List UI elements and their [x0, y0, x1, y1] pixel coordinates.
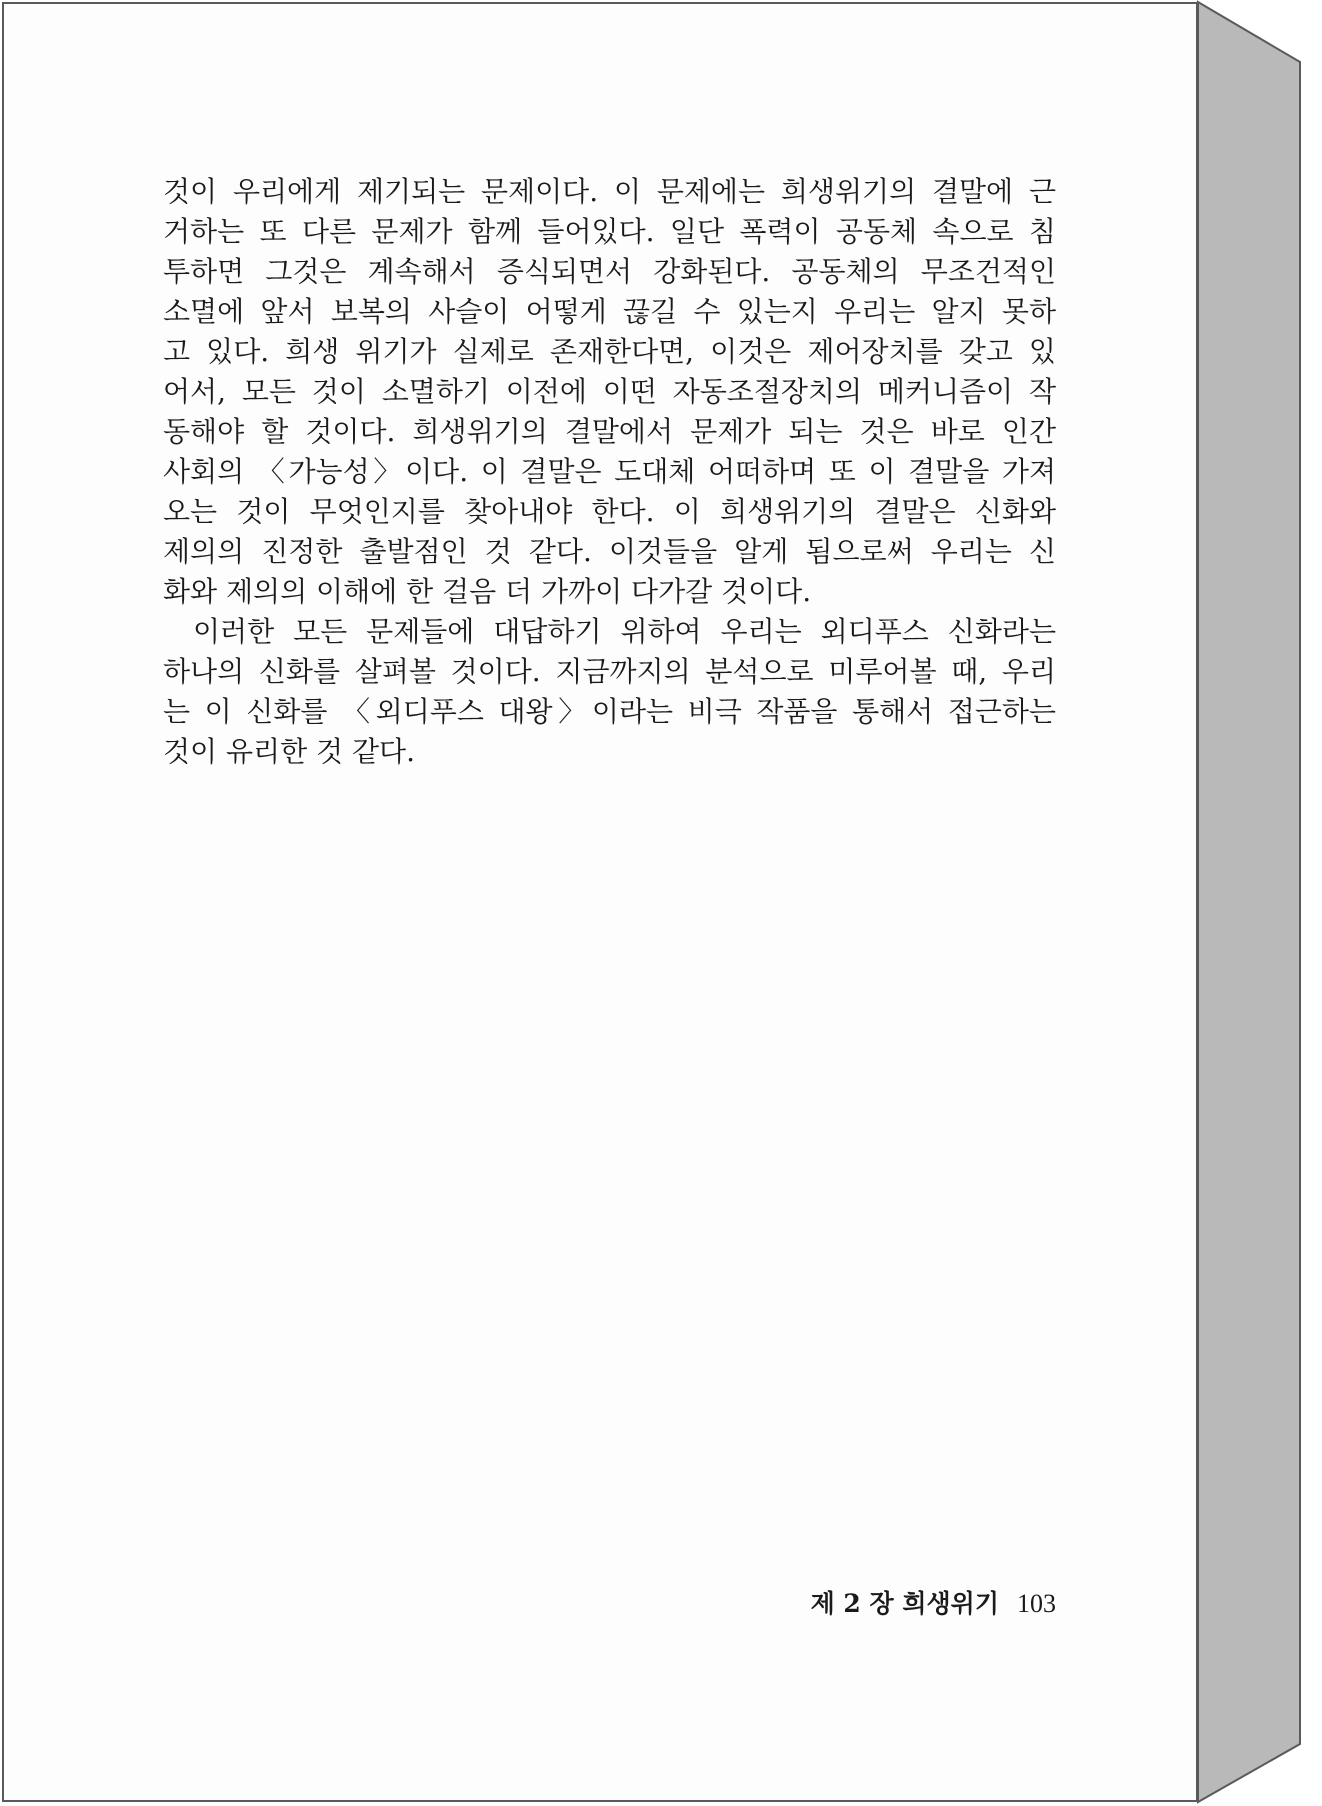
- text-line: 고 있다. 희생 위기가 실제로 존재한다면, 이것은 제어장치를 갖고 있: [163, 335, 1056, 368]
- text-line: 오는 것이 무엇인지를 찾아내야 한다. 이 희생위기의 결말은 신화와: [163, 495, 1056, 528]
- text-line: 동해야 할 것이다. 희생위기의 결말에서 문제가 되는 것은 바로 인간: [163, 415, 1056, 448]
- text-line: 거하는 또 다른 문제가 함께 들어있다. 일단 폭력이 공동체 속으로 침: [163, 215, 1056, 248]
- text-line: 소멸에 앞서 보복의 사슬이 어떻게 끊길 수 있는지 우리는 알지 못하: [163, 295, 1056, 328]
- text-line: 것이 유리한 것 같다.: [163, 735, 415, 768]
- page-number: 103: [1017, 1589, 1056, 1618]
- page-footer: [700, 1587, 1056, 1621]
- text-line: 사회의 〈가능성〉이다. 이 결말은 도대체 어떠하며 또 이 결말을 가져: [163, 455, 1056, 488]
- text-line: 는 이 신화를 〈외디푸스 대왕〉이라는 비극 작품을 통해서 접근하는: [163, 695, 1056, 728]
- text-line: 하나의 신화를 살펴볼 것이다. 지금까지의 분석으로 미루어볼 때, 우리: [163, 655, 1056, 688]
- text-line: 화와 제의의 이해에 한 걸음 더 가까이 다가갈 것이다.: [163, 575, 812, 608]
- text-line: 어서, 모든 것이 소멸하기 이전에 이떤 자동조절장치의 메커니즘이 작: [163, 375, 1056, 408]
- text-line: 것이 우리에게 제기되는 문제이다. 이 문제에는 희생위기의 결말에 근: [163, 175, 1056, 208]
- body-text: [163, 172, 1056, 772]
- text-line: 투하면 그것은 계속해서 증식되면서 강화된다. 공동체의 무조건적인: [163, 255, 1056, 288]
- running-head: 제 2 장 희생위기: [810, 1589, 999, 1618]
- text-line: 제의의 진정한 출발점인 것 같다. 이것들을 알게 됨으로써 우리는 신: [163, 535, 1056, 568]
- text-line: 이러한 모든 문제들에 대답하기 위하여 우리는 외디푸스 신화라는: [193, 615, 1056, 648]
